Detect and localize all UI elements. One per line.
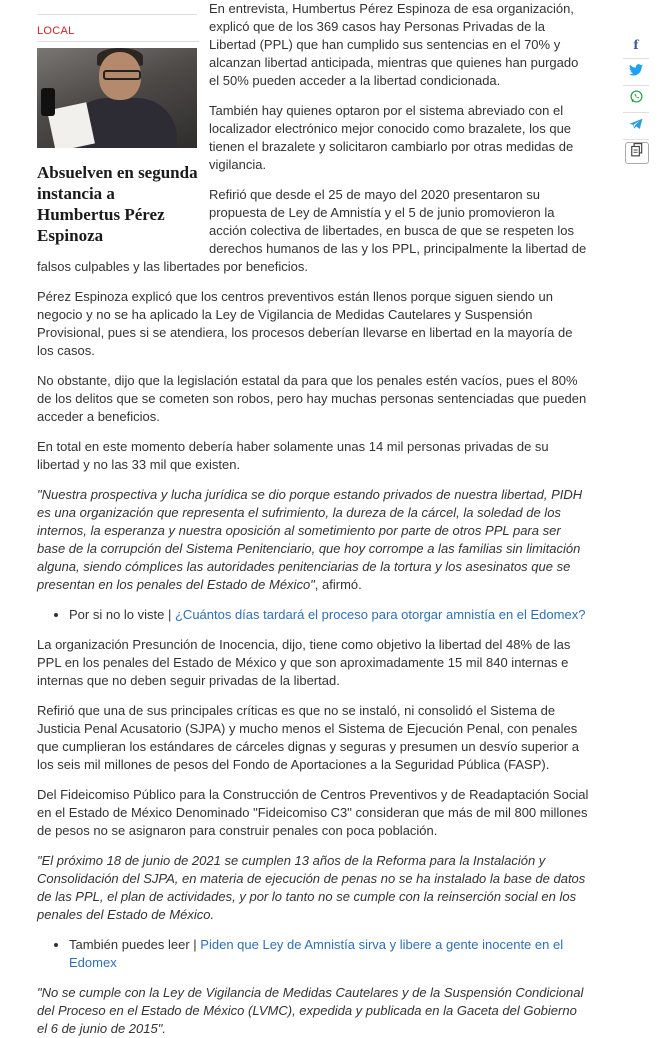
divider	[623, 139, 649, 140]
photo-microphone	[41, 88, 55, 116]
related-article-title[interactable]: Absuelven en segunda instancia a Humbertus Pérez Espinoza	[37, 163, 198, 245]
paragraph: La organización Presunción de Inocencia, dijo, tiene como objetivo la libertad del 48% de las PPL en los penales del Estado de México y que son aproximadamente 15 mil 840 internas e internas que no deben seguir privadas de la libertad.	[37, 637, 571, 688]
paragraph: También hay quienes optaron por el sistema abreviado con el localizador electrónico mejor conocido como brazalete, los que tienen el brazalete y solicitaron cambiarlo por otras medidas de vigilancia.	[209, 103, 574, 172]
quote-attribution: , afirmó.	[314, 577, 362, 592]
quote-text: "Nuestra prospectiva y lucha jurídica se dio porque estando privados de nuestra libertad, PIDH es una organización que representa el sufrimiento, la dureza de la cárcel, la soledad de los internos, la esperanza y nuestra oposición al sometimiento por parte de otros PPL para ser base de la corrupción del Sistema Penitenciario, que hoy corrompe a las familias sin limitación alguna, siendo cómplices las autoridades penitenciarias de la tortura y los asesinatos que se presentan en los penales del Estado de México"	[37, 487, 583, 592]
paragraph: Pérez Espinoza explicó que los centros preventivos están llenos porque siguen siendo un negocio y no se ha aplicado la Ley de Vigilancia de Medidas Cautelares y Suspensión Provisional, pues si se atendiera, los procesos deberían llevarse en libertad en la mayoría de los casos.	[37, 289, 573, 358]
photo-glasses	[103, 70, 141, 80]
related-article-card[interactable]	[37, 14, 199, 246]
related-article-photo[interactable]	[37, 48, 197, 148]
paragraph: Refirió que una de sus principales críticas es que no se instaló, ni consolidó el Sistema de Justicia Penal Acusatorio (SJPA) y mucho menos el Sistema de Ejecución Penal, con penales que cumplieran los estándares de cárceles dignas y seguras y presumen un desvío superior a los seis mil millones de pesos del Fondo de Aportaciones a la Seguridad Pública (FASP).	[37, 703, 579, 772]
quote-paragraph: "No se cumple con la Ley de Vigilancia de Medidas Cautelares y de la Suspensión Condicional del Proceso en el Estado de México (LVMC), expedida y publicada en la Gaceta del Gobierno el 6 de junio de 2015".	[37, 985, 584, 1036]
twitter-icon[interactable]	[623, 61, 649, 83]
list-item	[69, 936, 590, 972]
list-item-prefix: También puedes leer |	[69, 937, 201, 952]
paragraph: Del Fideicomiso Público para la Construcción de Centros Preventivos y de Readaptación Social en el Estado de México Denominado "Fideicomiso C3" consideran que más de mil 800 millones de pesos no se asignaron para construir penales con poca población.	[37, 787, 589, 838]
list-item-prefix: Por si no lo viste |	[69, 607, 175, 622]
list-item	[69, 606, 590, 624]
telegram-icon[interactable]	[623, 115, 649, 137]
paragraph: No obstante, dijo que la legislación estatal da para que los penales estén vacíos, pues el 80% de los delitos que se cometen son robos, pero hay muchas personas sentenciadas que pueden acceder a beneficios.	[37, 373, 587, 424]
related-link[interactable]: ¿Cuántos días tardará el proceso para otorgar amnistía en el Edomex?	[174, 607, 586, 622]
share-bar	[623, 34, 649, 166]
category-tag[interactable]: LOCAL	[37, 25, 75, 37]
divider	[623, 58, 649, 59]
divider	[623, 85, 649, 86]
whatsapp-icon[interactable]	[623, 88, 649, 110]
quote-paragraph	[37, 486, 590, 594]
facebook-icon[interactable]: f	[633, 38, 639, 52]
paragraph: En total en este momento debería haber solamente unas 14 mil personas privadas de su libertad y no las 33 mil que existen.	[37, 439, 549, 472]
divider	[623, 112, 649, 113]
related-links-list	[37, 936, 590, 972]
copy-link-icon[interactable]	[625, 142, 649, 164]
divider	[37, 14, 197, 15]
divider	[37, 41, 199, 42]
related-links-list	[37, 606, 590, 624]
related-link[interactable]: Piden que Ley de Amnistía sirva y libere a gente inocente en el Edomex	[69, 937, 564, 970]
paragraph: En entrevista, Humbertus Pérez Espinoza de esa organización, explicó que de los 369 casos hay Personas Privadas de la Libertad (PPL) que han cumplido sus sentencias en el 70% y alcanzan libertad anticipada, mientras que quienes han purgado el 50% pueden acceder a la libertad condicionada.	[209, 1, 579, 88]
quote-paragraph: "El próximo 18 de junio de 2021 se cumplen 13 años de la Reforma para la Instalación y Consolidación del SJPA, en materia de ejecución de penas no se ha instalado la base de datos de las PPL, el plan de actividades, y por lo tanto no se cumple con la reinserción social en los penales del Estado de México.	[37, 853, 586, 922]
paragraph: Refirió que desde el 25 de mayo del 2020 presentaron su propuesta de Ley de Amnistía y el 5 de junio promovieron la acción colectiva de libertades, en busca de que se respeten los derechos humanos de las y los PPL, principalmente la libertad de falsos culpables y las libertades por beneficios.	[37, 187, 587, 274]
